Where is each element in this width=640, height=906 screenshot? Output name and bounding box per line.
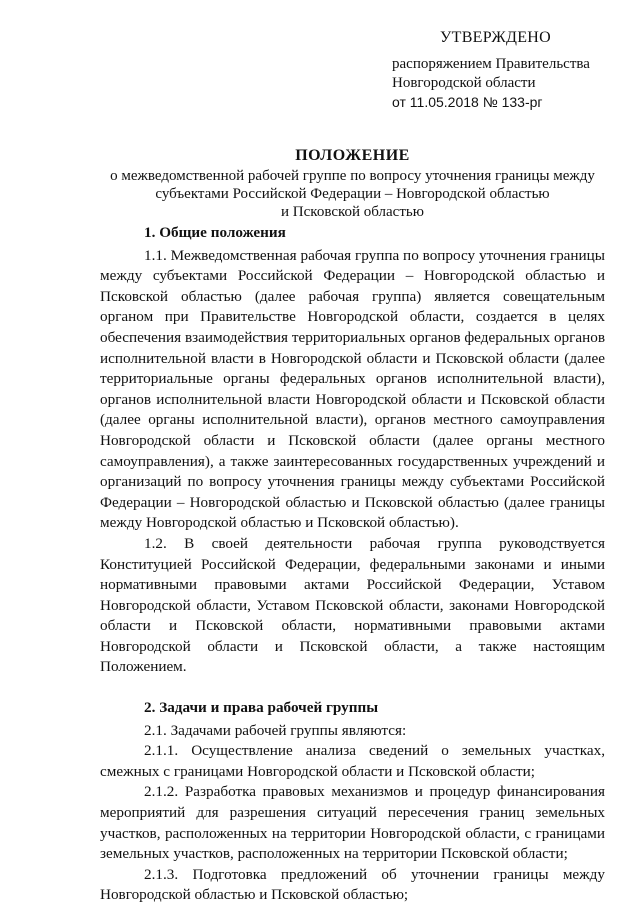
document-body xyxy=(100,223,605,906)
title-subtitle-2: субъектами Российской Федерации – Новгородской областью xyxy=(155,186,550,202)
section-1-paragraph-2: 1.2. В своей деятельности рабочая группа руководствуется Конституцией Российской Федерации, федеральными законами и иными нормативными правовыми актами Российской Федерации, Уставом Новгородской области, Уставом Псковской области, законами Новгородской области и Псковской области, нормативными правовыми актами Новгородской области и Псковской области, а также настоящим Положением. xyxy=(100,534,605,676)
section-1-heading: 1. Общие положения xyxy=(144,224,286,241)
approval-line-2: Новгородской области xyxy=(392,75,536,91)
section-2-paragraph-1: 2.1. Задачами рабочей группы являются: xyxy=(144,721,407,739)
approval-line-3: от 11.05.2018 № 133-рг xyxy=(392,94,543,110)
title-heading: ПОЛОЖЕНИЕ xyxy=(295,147,410,164)
section-2-paragraph-3: 2.1.2. Разработка правовых механизмов и процедур финансирования мероприятий для разрешения ситуаций пересечения границ земельных участков, расположенных на территории Новгородской области, с границами земельных участков, расположенных на территории Псковской области; xyxy=(100,783,605,863)
approval-block xyxy=(392,28,590,112)
section-2-heading: 2. Задачи и права рабочей группы xyxy=(144,699,379,717)
section-2-paragraph-4: 2.1.3. Подготовка предложений об уточнении границы между Новгородской областью и Псковской областью; xyxy=(100,865,605,904)
section-2-paragraph-2: 2.1.1. Осуществление анализа сведений о земельных участках, смежных с границами Новгородской области и Псковской области; xyxy=(100,742,605,780)
title-subtitle-3: и Псковской областью xyxy=(281,204,424,220)
section-1-paragraph-1: 1.1. Межведомственная рабочая группа по вопросу уточнения границы между субъектами Российской Федерации – Новгородской областью и Псковской областью (далее рабочая группа) является совещательным органом при Правительстве Новгородской области, создается в целях обеспечения взаимодействия территориальных органов федеральных органов исполнительной власти в Новгородской области и Псковской области (далее территориальные органы федеральных органов исполнительной власти), органов исполнительной власти Новгородской области и Псковской области (далее органы исполнительной власти), органов местного самоуправления Новгородской области и Псковской области (далее органы местного самоуправления), а также заинтересованных государственных учреждений и организаций по вопросу уточнения границы между субъектами Российской Федерации – Новгородской областью и Псковской областью (далее границы между Новгородской областью и Псковской областью). xyxy=(100,246,605,532)
document-title xyxy=(100,146,605,220)
approved-label: УТВЕРЖДЕНО xyxy=(440,29,552,46)
approval-line-1: распоряжением Правительства xyxy=(392,56,590,72)
title-subtitle-1: о межведомственной рабочей группе по вопросу уточнения границы между xyxy=(110,168,595,184)
